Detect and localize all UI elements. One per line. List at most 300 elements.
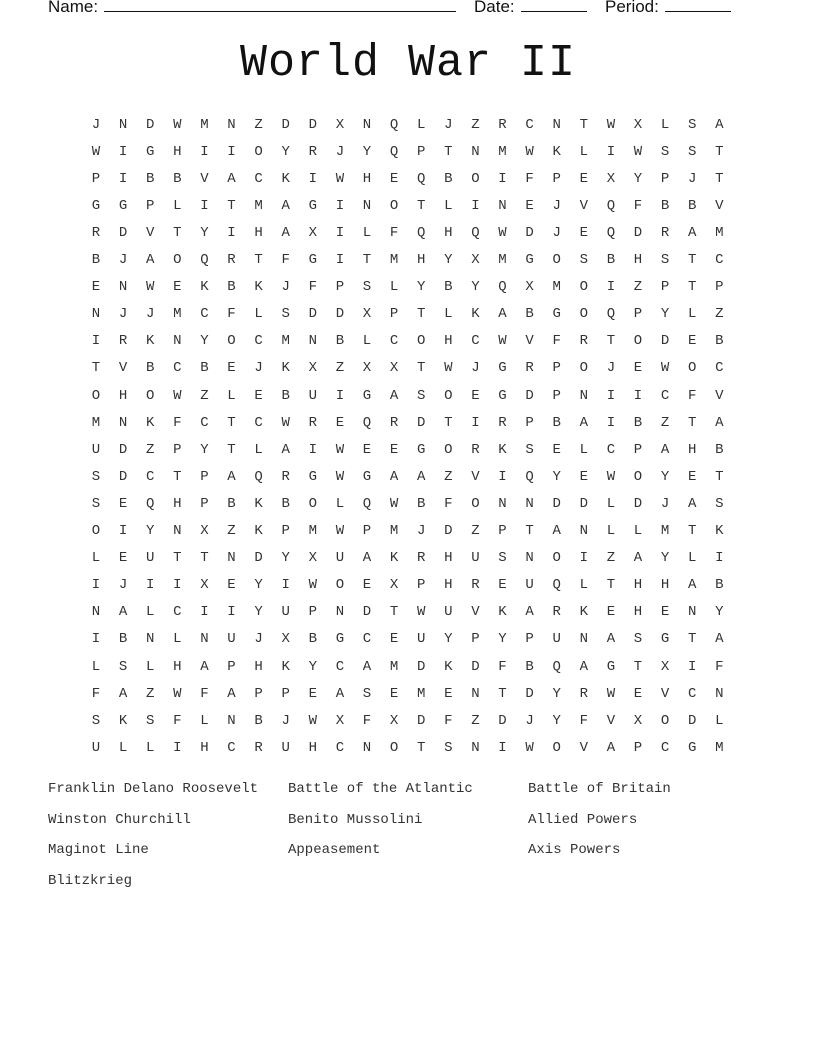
grid-letter: H [444,333,453,350]
name-label: Name: [48,0,99,16]
grid-letter: A [498,306,507,323]
grid-letter: T [687,414,697,431]
grid-letter: J [118,306,128,323]
grid-letter: B [200,360,209,377]
grid-letter: N [362,197,372,214]
grid-letter: I [118,143,128,160]
word-bank-item: Battle of Britain [528,781,671,797]
grid-letter: H [416,252,426,268]
grid-letter: O [552,550,561,567]
grid-letter: M [254,197,263,214]
grid-letter: A [200,658,209,675]
grid-letter: O [471,170,480,187]
grid-letter: B [145,360,155,377]
grid-letter: B [715,333,724,350]
grid-letter: Y [444,252,453,268]
grid-letter: H [444,577,453,594]
word-bank-item: Battle of the Atlantic [288,781,473,797]
grid-letter: P [200,468,209,485]
grid-letter: A [606,739,616,756]
grid-letter: Z [145,685,155,702]
grid-letter: I [173,577,182,594]
grid-letter: M [660,523,670,539]
grid-letter: A [416,468,426,485]
grid-letter: D [335,306,345,323]
grid-letter: D [444,523,453,539]
grid-letter: N [498,197,507,214]
grid-letter: F [444,712,453,729]
grid-letter: I [173,739,182,756]
grid-letter: A [281,197,290,214]
grid-letter: N [118,116,128,133]
grid-letter: F [715,658,724,675]
grid-letter: X [633,712,643,729]
grid-letter: B [687,197,697,214]
grid-letter: P [552,360,561,377]
grid-letter: B [335,333,345,350]
grid-letter: K [389,550,399,567]
grid-letter: I [606,279,616,296]
grid-letter: D [416,712,426,729]
grid-letter: A [362,658,372,675]
grid-letter: T [687,631,697,648]
grid-letter: K [281,360,290,377]
grid-letter: Q [254,468,263,485]
grid-letter: N [118,279,128,296]
grid-letter: W [633,143,643,160]
grid-letter: T [416,197,426,214]
grid-letter: M [200,116,209,133]
grid-letter: F [281,252,290,268]
grid-letter: Y [281,550,290,567]
grid-letter: U [471,550,480,567]
grid-letter: N [173,333,182,350]
grid-letter: W [389,495,399,512]
grid-letter: N [227,550,236,567]
grid-letter: F [687,387,697,404]
grid-letter: L [335,495,345,512]
grid-letter: D [498,712,507,729]
grid-letter: L [444,197,453,214]
grid-letter: Y [498,631,507,648]
grid-letter: O [145,387,155,404]
grid-letter: Z [200,387,209,404]
grid-letter: J [444,116,453,133]
grid-letter: S [660,143,670,160]
grid-letter: I [498,170,507,187]
grid-letter: N [687,604,697,621]
grid-letter: O [444,441,453,458]
grid-letter: E [579,224,588,241]
grid-letter: D [281,116,290,133]
grid-letter: U [444,604,453,621]
grid-letter: P [227,658,236,675]
grid-letter: D [118,468,128,485]
grid-letter: Y [633,170,643,187]
grid-letter: Q [389,143,399,160]
grid-letter: S [416,387,426,404]
grid-letter: D [254,550,263,567]
grid-letter: R [471,441,480,458]
grid-letter: W [173,685,182,702]
grid-letter: O [308,495,317,512]
grid-letter: P [525,631,534,648]
grid-letter: E [579,468,588,485]
grid-letter: H [444,550,453,567]
grid-letter: P [173,441,182,458]
grid-letter: R [254,739,263,756]
grid-letter: B [715,577,724,594]
grid-letter: I [715,550,724,567]
grid-letter: E [552,441,561,458]
grid-letter: X [200,577,209,594]
grid-letter: R [579,685,588,702]
grid-letter: D [525,224,534,241]
grid-letter: B [444,279,453,296]
grid-letter: B [281,387,290,404]
grid-letter: W [173,116,182,133]
grid-letter: O [687,360,697,377]
grid-letter: I [200,604,209,621]
grid-letter: D [633,224,643,241]
grid-letter: L [606,523,616,539]
grid-letter: Z [254,116,263,133]
grid-letter: F [552,333,561,350]
grid-letter: T [498,685,507,702]
grid-letter: J [118,577,128,594]
grid-letter: E [118,495,128,512]
grid-letter: C [362,631,372,648]
grid-letter: C [200,306,209,323]
grid-letter: T [579,116,588,133]
grid-letter: V [471,604,480,621]
grid-letter: V [471,468,480,485]
grid-letter: K [498,604,507,621]
grid-letter: Q [362,414,372,431]
grid-letter: R [389,414,399,431]
grid-letter: W [416,604,426,621]
grid-letter: O [173,252,182,268]
page-title: World War II [239,38,577,89]
word-bank-item: Allied Powers [528,811,638,828]
grid-letter: S [660,252,670,268]
grid-letter: I [606,143,616,160]
grid-letter: S [118,658,128,675]
grid-letter: G [687,739,697,756]
grid-letter: R [552,604,561,621]
grid-letter: A [633,550,643,567]
grid-letter: O [444,387,453,404]
grid-letter: S [91,712,101,729]
grid-letter: N [118,414,128,431]
grid-letter: O [91,387,101,404]
grid-letter: Z [606,550,616,567]
grid-letter: C [715,252,724,268]
grid-letter: T [444,143,453,160]
grid-letter: O [471,495,480,512]
grid-letter: C [200,414,209,431]
grid-letter: F [389,224,399,241]
grid-letter: K [444,658,453,675]
grid-letter: Y [552,685,561,702]
grid-letter: W [525,739,534,756]
grid-letter: L [715,712,724,729]
grid-letter: G [145,143,155,160]
grid-letter: G [335,631,345,648]
grid-letter: N [579,631,588,648]
grid-letter: S [362,279,372,296]
grid-letter: G [552,306,561,323]
grid-letter: Q [606,306,616,323]
grid-letter: J [91,116,101,133]
grid-letter: Y [200,333,209,350]
grid-letter: V [660,685,670,702]
grid-letter: K [118,712,128,729]
grid-letter: W [525,143,534,160]
grid-letter: F [362,712,372,729]
grid-letter: W [498,333,507,350]
grid-letter: I [227,604,236,621]
grid-letter: T [173,224,182,241]
grid-letter: A [145,252,155,268]
grid-letter: B [416,495,426,512]
grid-letter: Z [471,712,480,729]
grid-letter: V [525,333,534,350]
grid-letter: T [715,170,724,187]
grid-letter: P [633,441,643,458]
grid-letter: N [471,143,480,160]
grid-letter: A [227,685,236,702]
grid-letter: K [145,414,155,431]
grid-letter: N [227,116,236,133]
grid-letter: B [308,631,317,648]
grid-letter: O [227,333,236,350]
grid-letter: C [471,333,480,350]
grid-letter: I [471,414,480,431]
grid-letter: T [416,739,426,756]
grid-letter: L [91,658,101,675]
grid-letter: T [687,252,697,268]
grid-letter: S [91,495,101,512]
grid-letter: Z [660,414,670,431]
grid-letter: I [498,739,507,756]
grid-letter: C [389,333,399,350]
grid-letter: G [660,631,670,648]
grid-letter: X [660,658,670,675]
grid-letter: B [660,197,670,214]
grid-letter: I [335,224,345,241]
grid-letter: V [606,712,616,729]
grid-letter: M [552,279,561,296]
grid-letter: P [660,170,670,187]
grid-letter: O [389,197,399,214]
word-bank-item: Franklin Delano Roosevelt [48,781,259,797]
grid-letter: M [416,685,426,702]
grid-letter: A [687,495,697,512]
grid-letter: E [660,604,670,621]
grid-letter: Q [471,224,480,241]
grid-letter: J [525,712,534,729]
grid-letter: D [525,387,534,404]
grid-letter: O [254,143,263,160]
grid-letter: A [389,468,399,485]
grid-letter: P [525,414,534,431]
grid-letter: Q [362,495,372,512]
grid-letter: R [416,550,426,567]
grid-letter: G [498,387,507,404]
grid-letter: H [633,252,643,268]
grid-letter: N [579,523,588,539]
grid-letter: X [389,360,399,377]
grid-letter: W [606,468,616,485]
grid-letter: E [471,387,480,404]
grid-letter: V [118,360,128,377]
grid-letter: L [362,333,372,350]
grid-letter: G [416,441,426,458]
grid-letter: Q [389,116,399,133]
grid-letter: H [633,604,643,621]
grid-letter: B [552,414,561,431]
grid-letter: T [687,523,697,539]
grid-letter: E [362,441,372,458]
grid-letter: L [91,550,101,567]
grid-letter: G [525,252,534,268]
grid-letter: E [687,333,697,350]
grid-letter: L [173,197,182,214]
grid-letter: X [335,116,345,133]
grid-letter: N [173,523,182,539]
grid-letter: M [715,224,724,241]
grid-letter: M [389,252,399,268]
grid-letter: M [308,523,317,539]
grid-letter: X [525,279,534,296]
grid-letter: B [145,170,155,187]
grid-letter: A [118,685,128,702]
grid-letter: A [227,170,236,187]
grid-letter: I [91,577,101,594]
grid-letter: T [91,360,101,377]
grid-letter: P [362,523,372,539]
grid-letter: I [281,577,290,594]
grid-letter: O [633,333,643,350]
grid-letter: P [471,631,480,648]
grid-letter: K [552,143,561,160]
grid-letter: H [660,577,670,594]
grid-letter: B [444,170,453,187]
grid-letter: E [254,387,263,404]
grid-letter: U [335,550,345,567]
grid-letter: N [91,306,101,323]
grid-letter: P [552,170,561,187]
grid-letter: R [118,333,128,350]
grid-letter: Q [145,495,155,512]
grid-letter: L [200,712,209,729]
grid-letter: X [335,712,345,729]
grid-letter: K [579,604,588,621]
grid-letter: Y [416,279,426,296]
grid-letter: T [715,143,724,160]
grid-letter: F [227,306,236,323]
grid-letter: N [308,333,317,350]
grid-letter: K [471,306,480,323]
grid-letter: J [416,523,426,539]
grid-letter: X [200,523,209,539]
grid-letter: Z [227,523,236,539]
grid-letter: E [444,685,453,702]
grid-letter: G [606,658,616,675]
grid-letter: Y [552,468,561,485]
grid-letter: U [281,739,290,756]
grid-letter: W [335,468,345,485]
grid-letter: T [362,252,372,268]
grid-letter: E [579,170,588,187]
grid-letter: P [498,523,507,539]
grid-letter: E [91,279,101,296]
grid-letter: J [254,631,263,648]
grid-letter: A [660,441,670,458]
grid-letter: F [633,197,643,214]
grid-letter: Z [145,441,155,458]
grid-letter: A [579,658,588,675]
grid-letter: A [227,468,236,485]
grid-letter: W [335,441,345,458]
grid-letter: B [606,252,616,268]
grid-letter: D [525,685,534,702]
grid-letter: J [118,252,128,268]
grid-letter: T [444,414,453,431]
grid-letter: B [281,495,290,512]
grid-letter: B [91,252,101,268]
grid-letter: N [227,712,236,729]
grid-letter: U [525,577,534,594]
grid-letter: A [281,441,290,458]
grid-letter: D [471,658,480,675]
grid-letter: J [552,197,561,214]
word-bank-item: Winston Churchill [48,811,191,828]
grid-letter: N [91,604,101,621]
grid-letter: N [715,685,724,702]
grid-letter: E [389,170,399,187]
grid-letter: E [362,577,372,594]
grid-letter: I [308,170,317,187]
grid-letter: A [579,414,588,431]
grid-letter: D [416,414,426,431]
grid-letter: R [91,224,101,241]
grid-letter: A [715,414,724,431]
grid-letter: B [227,279,236,296]
grid-letter: L [444,306,453,323]
grid-letter: Y [308,658,317,675]
grid-letter: X [362,306,372,323]
grid-letter: D [579,495,588,512]
grid-letter: N [145,631,155,648]
grid-letter: L [145,604,155,621]
grid-letter: E [633,685,643,702]
grid-letter: V [579,197,588,214]
grid-letter: N [471,685,480,702]
grid-letter: Q [498,279,507,296]
grid-letter: Y [660,550,670,567]
grid-letter: X [471,252,480,268]
grid-letter: B [715,441,724,458]
grid-letter: R [471,577,480,594]
grid-letter: A [687,224,697,241]
grid-letter: Y [145,523,155,539]
grid-letter: O [416,333,426,350]
grid-letter: T [633,658,643,675]
grid-letter: G [308,468,317,485]
grid-letter: Y [552,712,561,729]
